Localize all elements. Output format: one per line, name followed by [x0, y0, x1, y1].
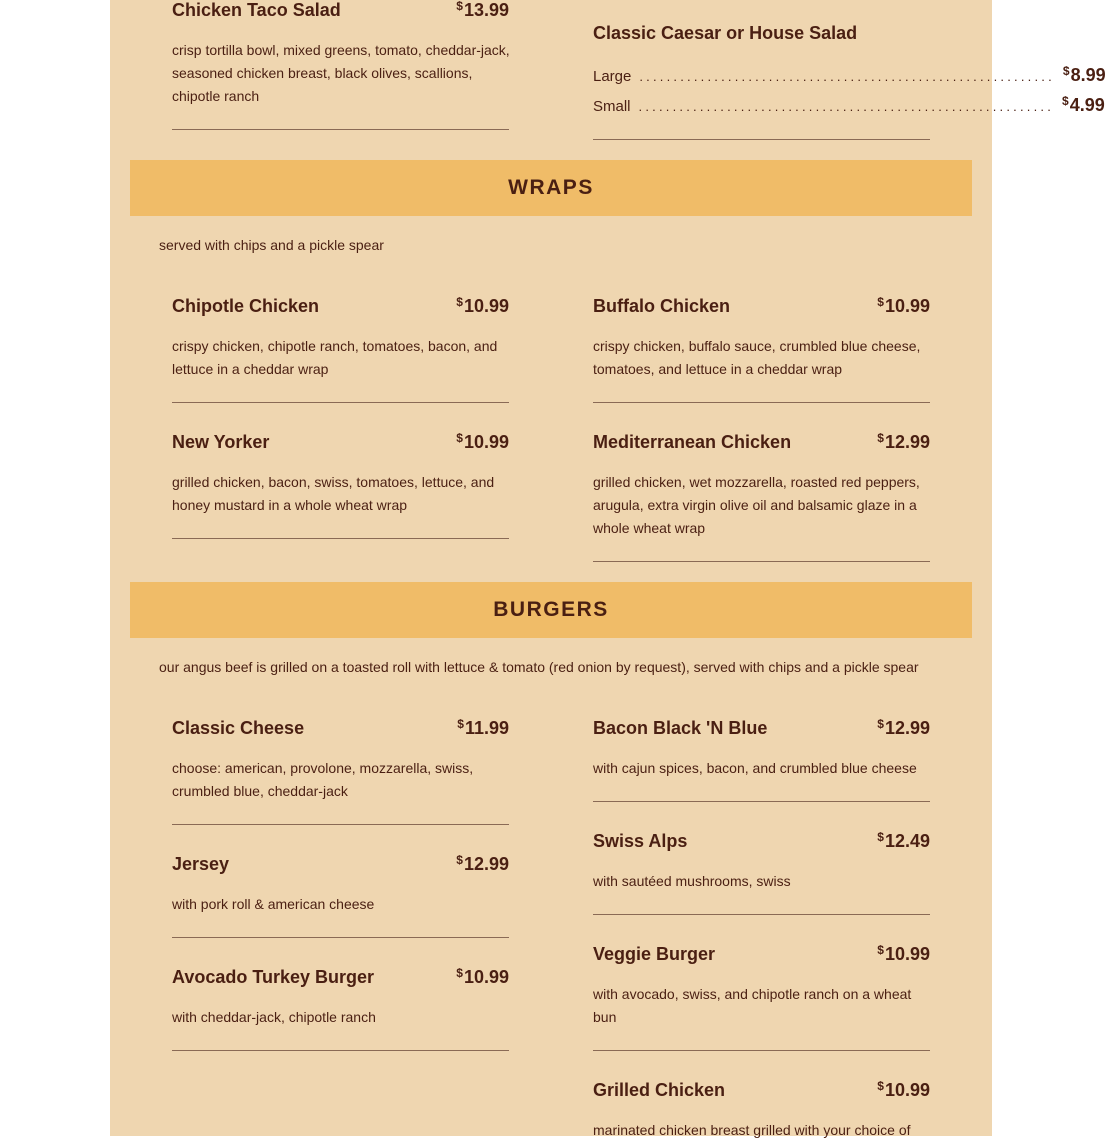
item-price-buffalo-chicken: $10.99 [877, 295, 930, 316]
item-desc-avocado-turkey-burger: with cheddar-jack, chipotle ranch [172, 1009, 376, 1025]
item-price-chipotle-chicken: $10.99 [456, 295, 509, 316]
item-name-buffalo-chicken: Buffalo Chicken [593, 296, 731, 316]
size-row-large [593, 64, 1106, 86]
item-name-jersey: Jersey [172, 854, 230, 874]
section-banner-burgers [130, 582, 972, 638]
leader-dots: ............................................................. [638, 99, 1055, 114]
item-desc-buffalo-chicken: crispy chicken, buffalo sauce, crumbled blue cheese, tomatoes, and lettuce in a cheddar wrap [593, 338, 921, 377]
item-desc-new-yorker: grilled chicken, bacon, swiss, tomatoes, lettuce, and honey mustard in a whole wheat wrap [172, 474, 495, 513]
item-desc-chicken-taco-salad: crisp tortilla bowl, mixed greens, tomato, cheddar-jack, seasoned chicken breast, black olives, scallions, chipotle ranch [172, 42, 510, 104]
divider [593, 139, 930, 140]
size-price-small: $4.99 [1062, 94, 1105, 115]
item-desc-grilled-chicken: marinated chicken breast grilled with your choice of [593, 1122, 911, 1138]
item-desc-classic-cheese: choose: american, provolone, mozzarella, swiss, crumbled blue, cheddar-jack [172, 760, 474, 799]
item-desc-mediterranean-chicken: grilled chicken, wet mozzarella, roasted red peppers, arugula, extra virgin olive oil and balsamic glaze in a whole wheat wrap [593, 474, 920, 536]
item-price-jersey: $12.99 [456, 853, 509, 874]
divider [172, 129, 509, 130]
divider [172, 1050, 509, 1051]
section-title-burgers: BURGERS [493, 598, 609, 621]
item-desc-bacon-black-n-blue: with cajun spices, bacon, and crumbled blue cheese [593, 760, 917, 776]
item-name-avocado-turkey-burger: Avocado Turkey Burger [172, 967, 375, 987]
item-name-chicken-taco-salad: Chicken Taco Salad [172, 0, 341, 20]
item-price-avocado-turkey-burger: $10.99 [456, 966, 509, 987]
divider [172, 538, 509, 539]
divider [593, 402, 930, 403]
item-name-mediterranean-chicken: Mediterranean Chicken [593, 432, 792, 452]
item-name-grilled-chicken: Grilled Chicken [593, 1080, 726, 1100]
item-name-classic-cheese: Classic Cheese [172, 718, 305, 738]
item-name-chipotle-chicken: Chipotle Chicken [172, 296, 320, 316]
leader-dots: ............................................................. [639, 69, 1055, 84]
item-desc-chipotle-chicken: crispy chicken, chipotle ranch, tomatoes, bacon, and lettuce in a cheddar wrap [172, 338, 498, 377]
menu-page [110, 0, 1106, 1138]
item-price-mediterranean-chicken: $12.99 [877, 431, 930, 452]
item-price-veggie-burger: $10.99 [877, 943, 930, 964]
item-name-bacon-black-n-blue: Bacon Black 'N Blue [593, 718, 768, 738]
item-desc-jersey: with pork roll & american cheese [172, 896, 375, 912]
section-banner-wraps [130, 160, 972, 216]
item-desc-swiss-alps: with sautéed mushrooms, swiss [593, 873, 791, 889]
divider [172, 824, 509, 825]
item-price-swiss-alps: $12.49 [877, 830, 930, 851]
size-price-large: $8.99 [1062, 64, 1106, 85]
size-label-large: Large [593, 68, 632, 85]
item-name-swiss-alps: Swiss Alps [593, 831, 688, 851]
divider [172, 937, 509, 938]
section-note-burgers: our angus beef is grilled on a toasted roll with lettuce & tomato (red onion by request), served with chips and a pickle spear [159, 659, 919, 675]
section-title-wraps: WRAPS [508, 176, 594, 199]
divider [593, 561, 930, 562]
size-row-small [593, 94, 1105, 116]
item-name-caesar-house-salad: Classic Caesar or House Salad [593, 23, 858, 43]
item-price-chicken-taco-salad: $13.99 [456, 0, 509, 20]
size-label-small: Small [593, 98, 631, 115]
divider [593, 801, 930, 802]
item-desc-veggie-burger: with avocado, swiss, and chipotle ranch on a wheat bun [593, 986, 912, 1025]
divider [172, 402, 509, 403]
item-price-bacon-black-n-blue: $12.99 [877, 717, 930, 738]
section-note-wraps: served with chips and a pickle spear [159, 237, 384, 253]
divider [593, 1050, 930, 1051]
item-price-new-yorker: $10.99 [456, 431, 509, 452]
item-price-grilled-chicken: $10.99 [877, 1079, 930, 1100]
divider [593, 914, 930, 915]
item-name-veggie-burger: Veggie Burger [593, 944, 716, 964]
item-name-new-yorker: New Yorker [172, 432, 270, 452]
item-price-classic-cheese: $11.99 [457, 717, 509, 738]
